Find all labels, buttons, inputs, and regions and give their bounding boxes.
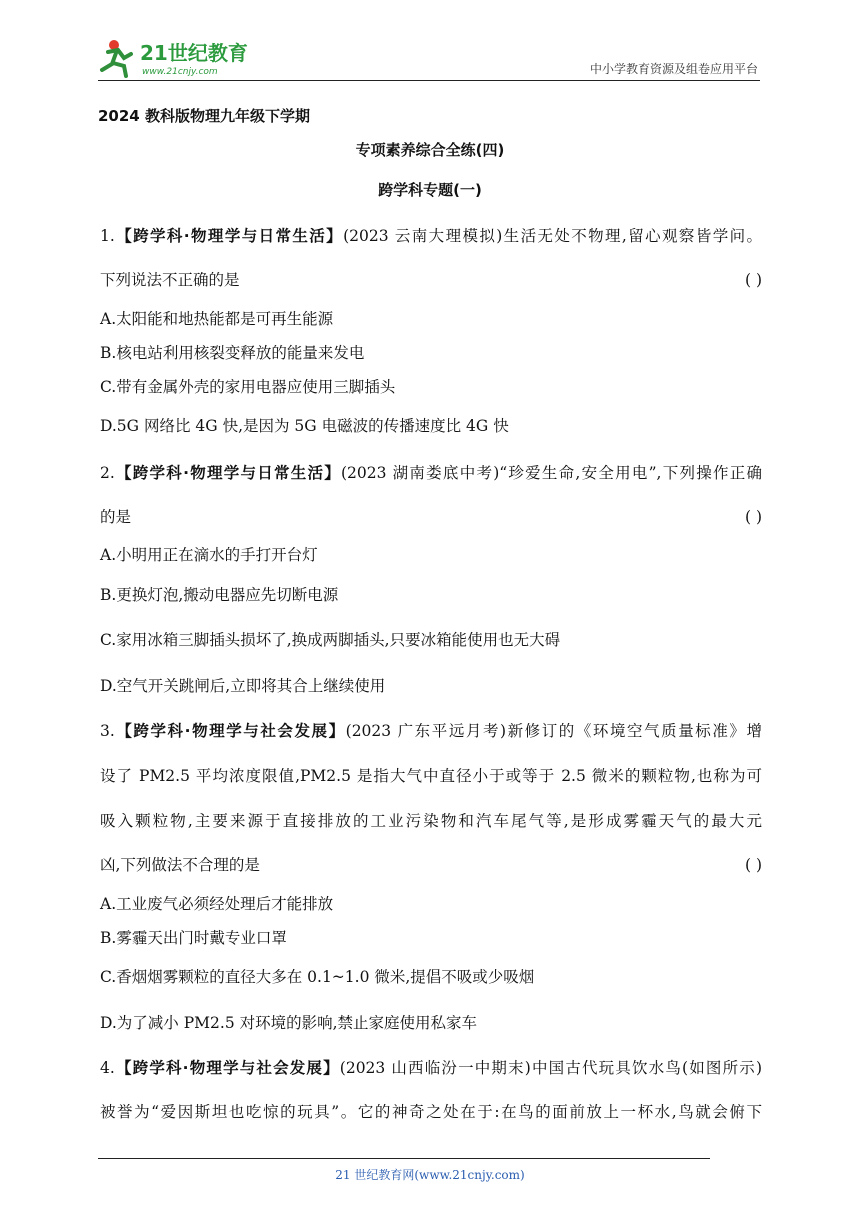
question-3-line-1: 3.【跨学科·物理学与社会发展】(2023 广东平远月考)新修订的《环境空气质量标准》增 [100, 722, 762, 740]
question-3-option-a: A.工业废气必须经处理后才能排放 [100, 895, 334, 913]
question-2-line-2: 的是 ( ) [100, 508, 762, 526]
question-3-line-3: 吸入颗粒物,主要来源于直接排放的工业污染物和汽车尾气等,是形成雾霾天气的最大元 [100, 812, 762, 830]
question-1-tag: 【跨学科·物理学与日常生活】 [114, 227, 344, 245]
header-divider [98, 80, 760, 81]
svg-text:21世纪教育: 21世纪教育 [140, 41, 248, 65]
question-2-option-d: D.空气开关跳闸后,立即将其合上继续使用 [100, 677, 386, 695]
platform-name: 中小学教育资源及组卷应用平台 [589, 62, 758, 76]
question-1-option-b: B.核电站利用核裂变释放的能量来发电 [100, 344, 365, 362]
question-3-option-c: C.香烟烟雾颗粒的直径大多在 0.1~1.0 微米,提倡不吸或少吸烟 [100, 968, 535, 986]
question-3-tag: 【跨学科·物理学与社会发展】 [114, 722, 346, 740]
exercise-title: 专项素养综合全练(四) [355, 141, 505, 159]
question-4-tag: 【跨学科·物理学与社会发展】 [114, 1059, 340, 1077]
question-1-option-a: A.太阳能和地热能都是可再生能源 [100, 310, 334, 328]
question-2-option-c: C.家用冰箱三脚插头损坏了,换成两脚插头,只要冰箱能使用也无大碍 [100, 631, 561, 649]
question-1-option-d: D.5G 网络比 4G 快,是因为 5G 电磁波的传播速度比 4G 快 [100, 417, 509, 435]
footer-divider [98, 1158, 710, 1159]
answer-blank: ( ) [744, 856, 762, 874]
question-3-option-b: B.雾霾天出门时戴专业口罩 [100, 929, 287, 947]
svg-text:www.21cnjy.com: www.21cnjy.com [142, 67, 218, 77]
question-3-line-2: 设了 PM2.5 平均浓度限值,PM2.5 是指大气中直径小于或等于 2.5 微米的颗粒物,也称为可 [100, 767, 762, 785]
section-title: 跨学科专题(一) [378, 181, 482, 199]
site-logo [98, 36, 268, 80]
question-4-line-2: 被誉为“爱因斯坦也吃惊的玩具”。它的神奇之处在于:在鸟的面前放上一杯水,鸟就会俯下 [100, 1103, 762, 1121]
question-3-line-4: 凶,下列做法不合理的是 ( ) [100, 856, 762, 874]
question-1-option-c: C.带有金属外壳的家用电器应使用三脚插头 [100, 378, 396, 396]
question-4-line-1: 4.【跨学科·物理学与社会发展】(2023 山西临汾一中期末)中国古代玩具饮水鸟(如图所示) [100, 1059, 762, 1077]
question-2-option-b: B.更换灯泡,搬动电器应先切断电源 [100, 586, 339, 604]
answer-blank: ( ) [744, 508, 762, 526]
document-title: 2024 教科版物理九年级下学期 [98, 107, 310, 125]
question-2-line-1: 2.【跨学科·物理学与日常生活】(2023 湖南娄底中考)“珍爱生命,安全用电”,下列操作正确 [100, 464, 763, 482]
question-3-option-d: D.为了减小 PM2.5 对环境的影响,禁止家庭使用私家车 [100, 1014, 478, 1032]
question-2-option-a: A.小明用正在滴水的手打开台灯 [100, 546, 318, 564]
answer-blank: ( ) [744, 271, 762, 289]
runner-icon [102, 40, 131, 76]
question-1-line-1: 1.【跨学科·物理学与日常生活】(2023 云南大理模拟)生活无处不物理,留心观察皆学问。 [100, 227, 762, 245]
footer-link[interactable]: 21 世纪教育网(www.21cnjy.com) [335, 1168, 525, 1182]
question-1-line-2: 下列说法不正确的是 ( ) [100, 271, 762, 289]
question-2-tag: 【跨学科·物理学与日常生活】 [114, 464, 341, 482]
